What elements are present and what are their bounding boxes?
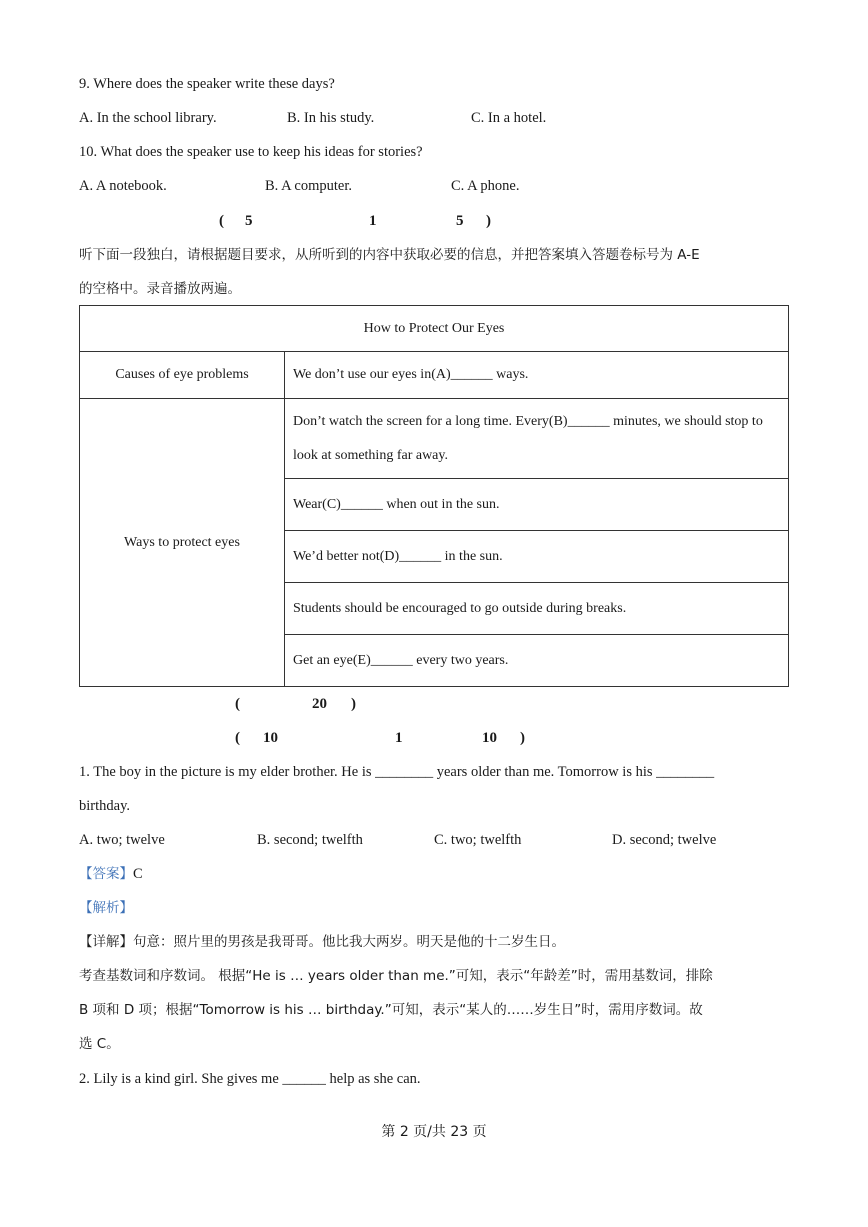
q10-option-a: A. A notebook. bbox=[79, 178, 167, 194]
detail-label: 【详解】 bbox=[79, 934, 133, 950]
q10-option-b: B. A computer. bbox=[265, 178, 352, 194]
q1-option-d: D. second; twelve bbox=[612, 832, 717, 848]
instruction-line-1: 听下面一段独白，请根据题目要求，从所听到的内容中获取必要的信息，并把答案填入答题卷标号为 A-E bbox=[79, 247, 700, 263]
question-10: 10. What does the speaker use to keep his ideas for stories? bbox=[79, 144, 423, 160]
q10-option-c: C. A phone. bbox=[451, 178, 520, 194]
way-item-breaks: Students should be encouraged to go outside during breaks. bbox=[285, 583, 789, 635]
question-1-line-1: 1. The boy in the picture is my elder brother. He is ________ years older than me. Tomorrow is his ________ bbox=[79, 764, 715, 780]
question-1-line-2: birthday. bbox=[79, 798, 131, 814]
detail-line-2: 考查基数词和序数词。 根据“He is … years older than me.”可知，表示“年龄差”时，需用基数词，排除 bbox=[79, 968, 713, 984]
q1-option-b: B. second; twelfth bbox=[257, 832, 363, 848]
ways-label: Ways to protect eyes bbox=[80, 399, 285, 687]
page-footer: 第 2 页/共 23 页 bbox=[381, 1124, 487, 1140]
causes-text: We don’t use our eyes in(A)______ ways. bbox=[285, 352, 789, 399]
analysis-line bbox=[79, 898, 133, 918]
answer-label: 【答案】 bbox=[79, 866, 133, 882]
detail-line-1 bbox=[79, 932, 565, 952]
answer-line bbox=[79, 864, 143, 884]
q9-option-b: B. In his study. bbox=[287, 110, 375, 126]
causes-label: Causes of eye problems bbox=[80, 352, 285, 399]
instruction-line-2: 的空格中。录音播放两遍。 bbox=[79, 281, 241, 297]
way-item-d: We’d better not(D)______ in the sun. bbox=[285, 531, 789, 583]
table-title: How to Protect Our Eyes bbox=[80, 306, 789, 352]
detail-line-3: B 项和 D 项；根据“Tomorrow is his … birthday.”可知，表示“某人的……岁生日”时，需用序数词。故 bbox=[79, 1002, 703, 1018]
way-item-e: Get an eye(E)______ every two years. bbox=[285, 635, 789, 687]
detail-text-1: 句意：照片里的男孩是我哥哥。他比我大两岁。明天是他的十二岁生日。 bbox=[133, 934, 565, 950]
q9-option-a: A. In the school library. bbox=[79, 110, 217, 126]
detail-line-4: 选 C。 bbox=[79, 1036, 120, 1052]
way-item-c: Wear(C)______ when out in the sun. bbox=[285, 479, 789, 531]
q1-option-a: A. two; twelve bbox=[79, 832, 165, 848]
answer-value: C bbox=[133, 866, 143, 882]
way-item-b: Don’t watch the screen for a long time. Every(B)______ minutes, we should stop to look at something far away. bbox=[285, 399, 789, 479]
question-9: 9. Where does the speaker write these days? bbox=[79, 76, 335, 92]
q1-option-c: C. two; twelfth bbox=[434, 832, 522, 848]
q9-option-c: C. In a hotel. bbox=[471, 110, 547, 126]
analysis-label: 【解析】 bbox=[79, 900, 133, 916]
question-2: 2. Lily is a kind girl. She gives me ______ help as she can. bbox=[79, 1071, 421, 1087]
eye-protection-table bbox=[79, 305, 789, 687]
